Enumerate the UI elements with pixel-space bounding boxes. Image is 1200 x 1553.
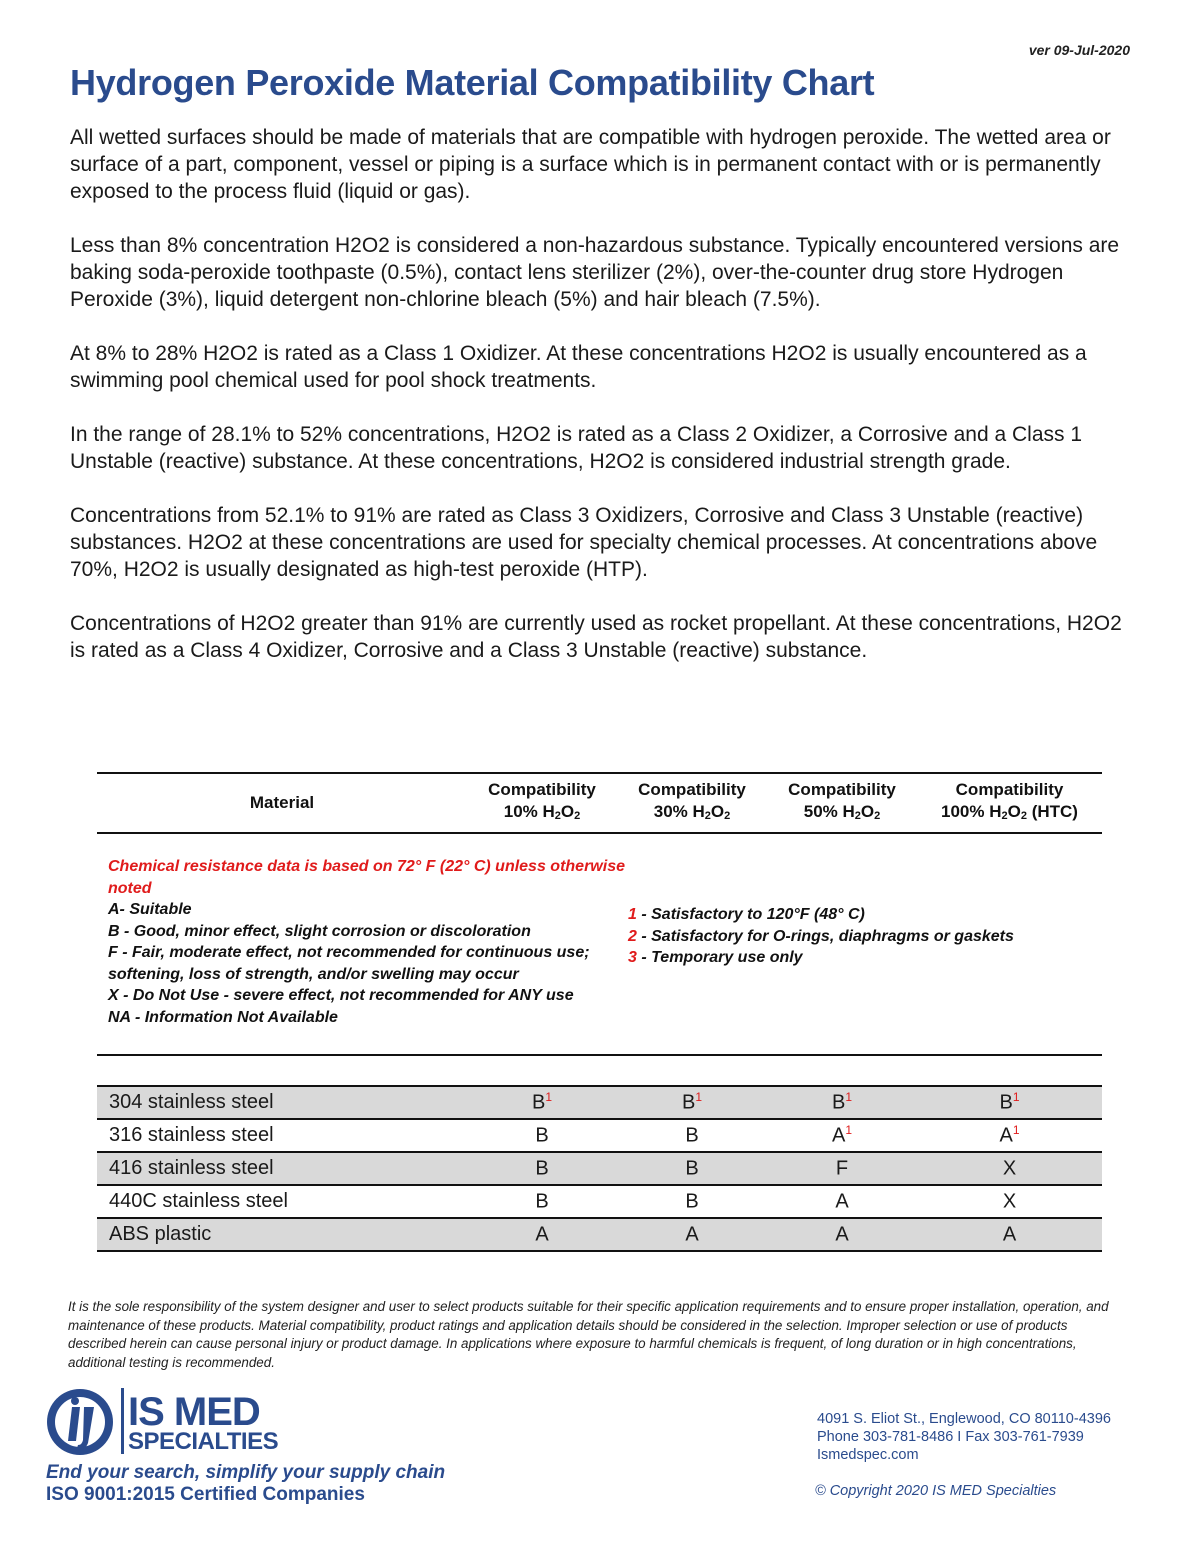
- footnote-marker: 1: [845, 1123, 853, 1138]
- legend-x: X - Do Not Use - severe effect, not recommended for ANY use: [108, 987, 574, 1004]
- rating-cell: B: [685, 1124, 699, 1147]
- rating-cell: $B^1$: [681, 1090, 703, 1114]
- header-compat-50: Compatibility 50% $H_2O_2$: [788, 780, 896, 822]
- material-cell: 316 stainless steel: [109, 1124, 274, 1146]
- rating-cell: A: [1002, 1223, 1017, 1246]
- header-compat-100: Compatibility 100% $H_2O_2$ (HTC): [941, 780, 1078, 822]
- rating-cell: B: [535, 1157, 549, 1180]
- legend-b: B - Good, minor effect, slight corrosion or discoloration: [108, 922, 531, 940]
- rating-cell: X: [1002, 1157, 1017, 1180]
- header-material: Material: [249, 793, 315, 812]
- table-row: [97, 1120, 1102, 1153]
- intro-paragraph: Concentrations from 52.1% to 91% are rated as Class 3 Oxidizers, Corrosive and Class 3 Unstable (reactive) substances. H2O2 at these concentrations are used for specialty chemical processes. At concentrations above 70%, H2O2 is usually designated as high-test peroxide (HTP).: [70, 504, 1098, 581]
- intro-paragraph: All wetted surfaces should be made of materials that are compatible with hydrogen peroxide. The wetted area or surface of a part, component, vessel or piping is a surface which is in permanent contact with or is permanently exposed to the process fluid (liquid or gas).: [70, 126, 1111, 203]
- intro-paragraph: Less than 8% concentration H2O2 is considered a non-hazardous substance. Typically encountered versions are baking soda-peroxide toothpaste (0.5%), contact lens sterilizer (2%), over-the-counter drug store Hydrogen Peroxide (3%), liquid detergent non-chlorine bleach (5%) and hair bleach (7.5%).: [70, 234, 1120, 311]
- legend-f-cont: softening, loss of strength, and/or swelling may occur: [108, 965, 519, 983]
- rating-cell: F: [835, 1157, 849, 1180]
- table-row: [97, 1153, 1102, 1186]
- rating-cell: $B^1$: [531, 1090, 553, 1114]
- rating-cell: $B^1$: [831, 1090, 853, 1114]
- rating-cell: A: [835, 1223, 849, 1246]
- header-compat-30: Compatibility 30% $H_2O_2$: [638, 780, 746, 822]
- legend-divider: [97, 1054, 1102, 1056]
- table-row: [97, 1219, 1102, 1252]
- rating-cell: $B^1$: [999, 1090, 1020, 1114]
- rating-cell: X: [1002, 1190, 1017, 1213]
- intro-paragraph: In the range of 28.1% to 52% concentrations, H2O2 is rated as a Class 2 Oxidizer, a Corrosive and a Class 1 Unstable (reactive) substance. At these concentrations, H2O2 is considered industrial strength grade.: [70, 423, 1083, 473]
- rating-cell: B: [685, 1157, 699, 1180]
- contact-info: [817, 1410, 1111, 1464]
- table-row: [97, 1087, 1102, 1120]
- copyright: © Copyright 2020 IS MED Specialties: [815, 1483, 1057, 1499]
- rating-cell: B: [535, 1124, 549, 1147]
- legend-ratings: [108, 856, 628, 1028]
- footnote-marker: 1: [1012, 1090, 1020, 1105]
- legend-note: Chemical resistance data is based on 72° F (22° C) unless otherwise noted: [108, 858, 625, 897]
- legend-f: F - Fair, moderate effect, not recommended for continuous use;: [108, 944, 590, 961]
- legend-footnote-2: 2 - Satisfactory for O-rings, diaphragms or gaskets: [628, 927, 1014, 945]
- rating-cell: A: [685, 1223, 699, 1246]
- disclaimer: It is the sole responsibility of the system designer and user to select products suitable for their specific application requirements and to ensure proper installation, operation, and maintenance of these products. Material compatibility, product ratings and application details should be considered in the selection. Improper selection or use of products described herein can cause personal injury or product damage. In applications where exposure to harmful chemicals is frequent, of long duration or in high concentrations, additional testing is recommended.: [68, 1299, 1109, 1370]
- rating-cell: $A^1$: [999, 1123, 1020, 1147]
- intro-paragraph: Concentrations of H2O2 greater than 91% are currently used as rocket propellant. At these concentrations, H2O2 is rated as a Class 4 Oxidizer, Corrosive and a Class 3 Unstable (reactive) substance.: [70, 612, 1122, 662]
- table-row: [97, 1186, 1102, 1219]
- material-cell: ABS plastic: [109, 1223, 212, 1245]
- tagline: End your search, simplify your supply chain: [46, 1462, 446, 1483]
- material-cell: 304 stainless steel: [109, 1091, 274, 1113]
- rating-cell: A: [535, 1223, 549, 1246]
- logo-name: IS MED: [128, 1390, 260, 1434]
- table-header: [97, 772, 1102, 834]
- footnote-marker: 1: [545, 1090, 553, 1105]
- intro-paragraph: At 8% to 28% H2O2 is rated as a Class 1 Oxidizer. At these concentrations H2O2 is usually encountered as a swimming pool chemical used for pool shock treatments.: [70, 342, 1087, 392]
- legend-na: NA - Information Not Available: [108, 1008, 338, 1026]
- legend-footnotes: [628, 904, 1098, 969]
- legend-footnote-3: 3 - Temporary use only: [628, 949, 803, 966]
- rating-cell: B: [535, 1190, 549, 1213]
- intro-text: [70, 124, 1140, 691]
- material-cell: 416 stainless steel: [109, 1157, 274, 1179]
- header-compat-10: Compatibility 10% $H_2O_2$: [488, 780, 596, 822]
- legend-a: A- Suitable: [108, 901, 192, 918]
- logo-subtitle: SPECIALTIES: [128, 1428, 279, 1455]
- logo-divider: [121, 1388, 124, 1454]
- iso-certification: ISO 9001:2015 Certified Companies: [46, 1484, 365, 1505]
- legend-footnote-1: 1 - Satisfactory to 120°F (48° C): [628, 906, 865, 923]
- compatibility-table: [97, 1085, 1102, 1252]
- footnote-marker: 1: [845, 1090, 853, 1105]
- version-label: ver 09-Jul-2020: [1028, 42, 1130, 58]
- footnote-marker: 1: [695, 1090, 703, 1105]
- page-title: Hydrogen Peroxide Material Compatibility Chart: [70, 62, 875, 103]
- rating-cell: $A^1$: [831, 1123, 853, 1147]
- rating-cell: B: [685, 1190, 699, 1213]
- footnote-marker: 1: [1012, 1123, 1020, 1138]
- rating-cell: A: [835, 1190, 849, 1213]
- address: 4091 S. Eliot St., Englewood, CO 80110-4396: [817, 1411, 1111, 1427]
- website-link[interactable]: Ismedspec.com: [817, 1447, 919, 1463]
- material-cell: 440C stainless steel: [109, 1190, 288, 1212]
- phone-fax: Phone 303-781-8486 I Fax 303-761-7939: [817, 1429, 1084, 1445]
